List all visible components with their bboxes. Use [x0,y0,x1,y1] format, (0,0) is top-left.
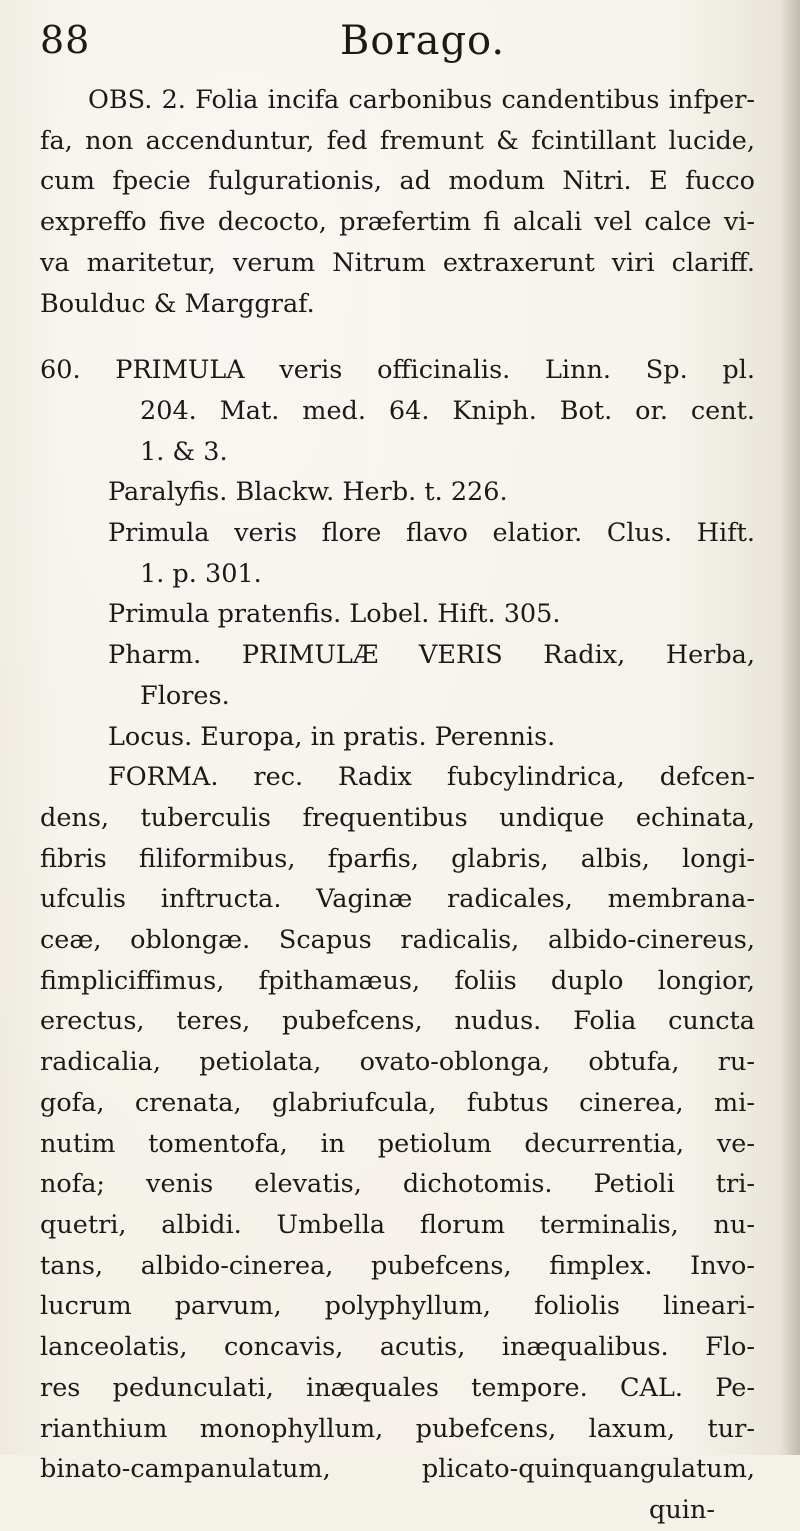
text-line: 1. p. 301. [140,558,262,589]
text-line: nutim tomentofa, in petiolum decurrentia, ve- [40,1128,755,1159]
observation-paragraph [40,80,755,324]
text-line: Boulduc & Marggraf. [40,288,315,319]
text-line: radicalia, petiolata, ovato-oblonga, obtufa, ru- [40,1047,755,1078]
text-line: erectus, teres, pubefcens, nudus. Folia cuncta [40,1006,755,1037]
text-line: fibris filiformibus, fparfis, glabris, albis, longi- [40,843,755,874]
text-line: gofa, crenata, glabriufcula, fubtus cinerea, mi- [40,1087,755,1118]
text-line: Locus. Europa, in pratis. Perennis. [108,721,556,752]
text-line: rianthium monophyllum, pubefcens, laxum, tur- [40,1413,755,1444]
text-line: Pharm. PRIMULÆ VERIS Radix, Herba, [108,640,755,671]
text-line: Flores. [140,680,230,711]
text-line: ufculis inftructa. Vaginæ radicales, membrana- [40,884,755,915]
text-line: fa, non accenduntur, fed fremunt & fcintillant lucide, [40,125,755,156]
text-line: nofa; venis elevatis, dichotomis. Petioli tri- [40,1169,755,1200]
running-head: Borago. [340,18,506,64]
text-line: cum fpecie fulgurationis, ad modum Nitri. E fucco [40,166,755,197]
entry-heading-line: 60. PRIMULA veris officinalis. Linn. Sp. pl. [40,355,755,386]
text-line: quetri, albidi. Umbella florum terminalis, nu- [40,1209,755,1240]
text-line: binato-campanulatum, plicato-quinquangulatum, [40,1454,755,1485]
page-number: 88 [40,18,91,62]
text-line: Paralyfis. Blackw. Herb. t. 226. [108,477,508,508]
text-line: tans, albido-cinerea, pubefcens, fimplex. Invo- [40,1250,755,1281]
text-line: Primula pratenfis. Lobel. Hift. 305. [108,599,561,630]
text-line: fimpliciffimus, fpithamæus, foliis duplo longior, [40,965,755,996]
text-line: FORMA. rec. Radix fubcylindrica, defcen- [108,762,755,793]
text-line: expreffo five decocto, præfertim fi alcali vel calce vi- [40,207,755,238]
text-line: OBS. 2. Folia incifa carbonibus candentibus infper- [88,85,755,115]
page-header [40,18,760,68]
text-line: res pedunculati, inæquales tempore. CAL. Pe- [40,1372,755,1403]
primula-entry [40,350,755,1530]
text-line: ceæ, oblongæ. Scapus radicalis, albido-cinereus, [40,925,755,956]
text-line: dens, tuberculis frequentibus undique echinata, [40,802,755,833]
text-line: 204. Mat. med. 64. Kniph. Bot. or. cent. [140,395,755,426]
text-line: lucrum parvum, polyphyllum, foliolis lineari- [40,1291,755,1322]
catchword: quin- [649,1494,715,1525]
text-line: lanceolatis, concavis, acutis, inæqualibus. Flo- [40,1332,755,1363]
text-line: 1. & 3. [140,436,228,467]
page-edge-shadow [782,0,800,1455]
body-text [40,80,755,1531]
text-line: Primula veris flore flavo elatior. Clus. Hift. [108,518,755,549]
text-line: va maritetur, verum Nitrum extraxerunt viri clariff. [40,247,755,278]
